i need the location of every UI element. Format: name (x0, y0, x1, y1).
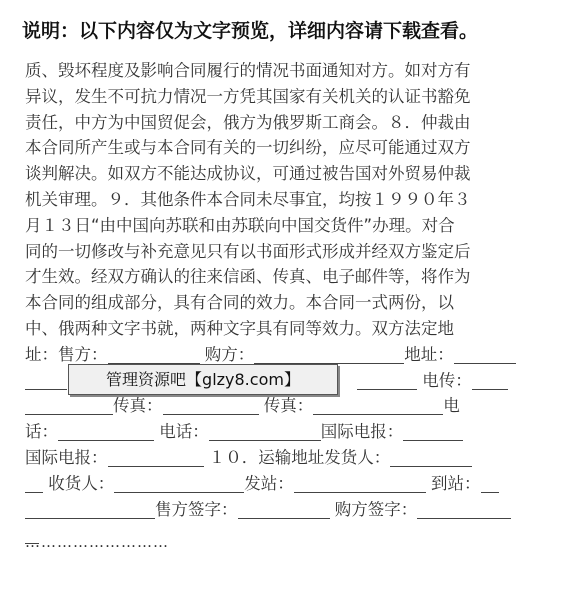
form-line-transport (25, 445, 553, 471)
arrival-blank (481, 474, 499, 493)
fax2-blank (313, 396, 443, 415)
seller-blank (108, 345, 200, 364)
seller-sign-label: 售方签字： (155, 499, 238, 519)
tel-blank (58, 422, 154, 441)
text-line: 质、毁坏程度及影响合同履行的情况书面通知对方。如对方有 (25, 61, 471, 80)
document-body (25, 58, 553, 548)
blank-line (357, 371, 417, 390)
fax-label: 电传： (422, 370, 472, 390)
site-watermark: 管理资源吧【glzy8.com】 (68, 364, 338, 395)
tel-label-start: 话： (25, 422, 58, 442)
consignee-blank (114, 474, 244, 493)
intl-cable2-blank (108, 448, 204, 467)
preview-notice: 说明：以下内容仅为文字预览，详细内容请下载查看。 (22, 20, 479, 42)
form-line-stations (25, 471, 553, 497)
address-field-label: 地址： (404, 344, 454, 364)
text-line: 同的一切修改与补充意见只有以书面形式形成并经双方鉴定后 (25, 241, 471, 261)
buyer-label: 购方： (204, 344, 255, 364)
text-line: 才生效。经双方确认的往来信函、传真、电子邮件等，将作为 (25, 267, 471, 287)
tel2-blank (209, 422, 321, 441)
seller-sign-blank (238, 500, 330, 519)
seller-label: 售方： (58, 344, 108, 364)
buyer-sign-label: 购方签字： (334, 499, 418, 519)
intl-cable2-label: 国际电报： (25, 447, 108, 467)
text-line: 中、俄两种文字书就，两种文字具有同等效力。双方法定地 (25, 318, 454, 338)
form-line-tel (25, 419, 553, 445)
arrival-label: 到站： (431, 473, 481, 493)
buyer-sign-blank (417, 500, 511, 519)
text-line: 月１３日“由中国向苏联和由苏联向中国交货件”办理。对合 (25, 215, 455, 235)
departure-label: 发站： (244, 473, 294, 493)
buyer-blank (254, 345, 404, 364)
shipper-blank (390, 448, 472, 467)
text-line: 本合同所产生或与本合同有关的一切纠纷，应尽可能通过双方 (25, 138, 471, 158)
blank-line (25, 500, 155, 519)
tel2-label: 电话： (159, 422, 209, 442)
text-line: 异议，发生不可抗力情况一方凭其国家有关机关的认证书豁免 (25, 86, 471, 106)
blank-line (25, 396, 113, 415)
blank-line (25, 474, 43, 493)
consignee-label: 收货人： (48, 473, 115, 493)
intl-cable-blank (403, 422, 463, 441)
fax1-blank (163, 396, 259, 415)
text-line: 责任，中方为中国贸促会，俄方为俄罗斯工商会。８．仲裁由 (25, 112, 471, 132)
fax2-label: 传真： (263, 396, 314, 416)
text-line: 谈判解决。如双方不能达成协议，可通过被告国对外贸易仲裁 (25, 164, 471, 184)
fax-blank (472, 371, 508, 390)
address-blank (454, 345, 516, 364)
intl-cable-label: 国际电报： (320, 422, 404, 442)
text-line: 机关审理。９．其他条件本合同未尽事宜，均按１９９０年３ (25, 189, 471, 209)
address-label: 址： (25, 344, 58, 364)
text-line: 本合同的组成部分，具有合同的效力。本合同一式两份，以 (25, 293, 454, 313)
fax1-label: 传真： (113, 396, 163, 416)
transport-label: １０．运输地址发货人： (208, 447, 391, 467)
form-line-signatures (25, 497, 553, 523)
form-line-fax2 (25, 393, 553, 419)
blank-line (25, 371, 67, 390)
tel-label-cont: 电 (443, 396, 460, 416)
departure-blank (294, 474, 426, 493)
continuation-ellipsis: ……………………… (25, 533, 169, 551)
